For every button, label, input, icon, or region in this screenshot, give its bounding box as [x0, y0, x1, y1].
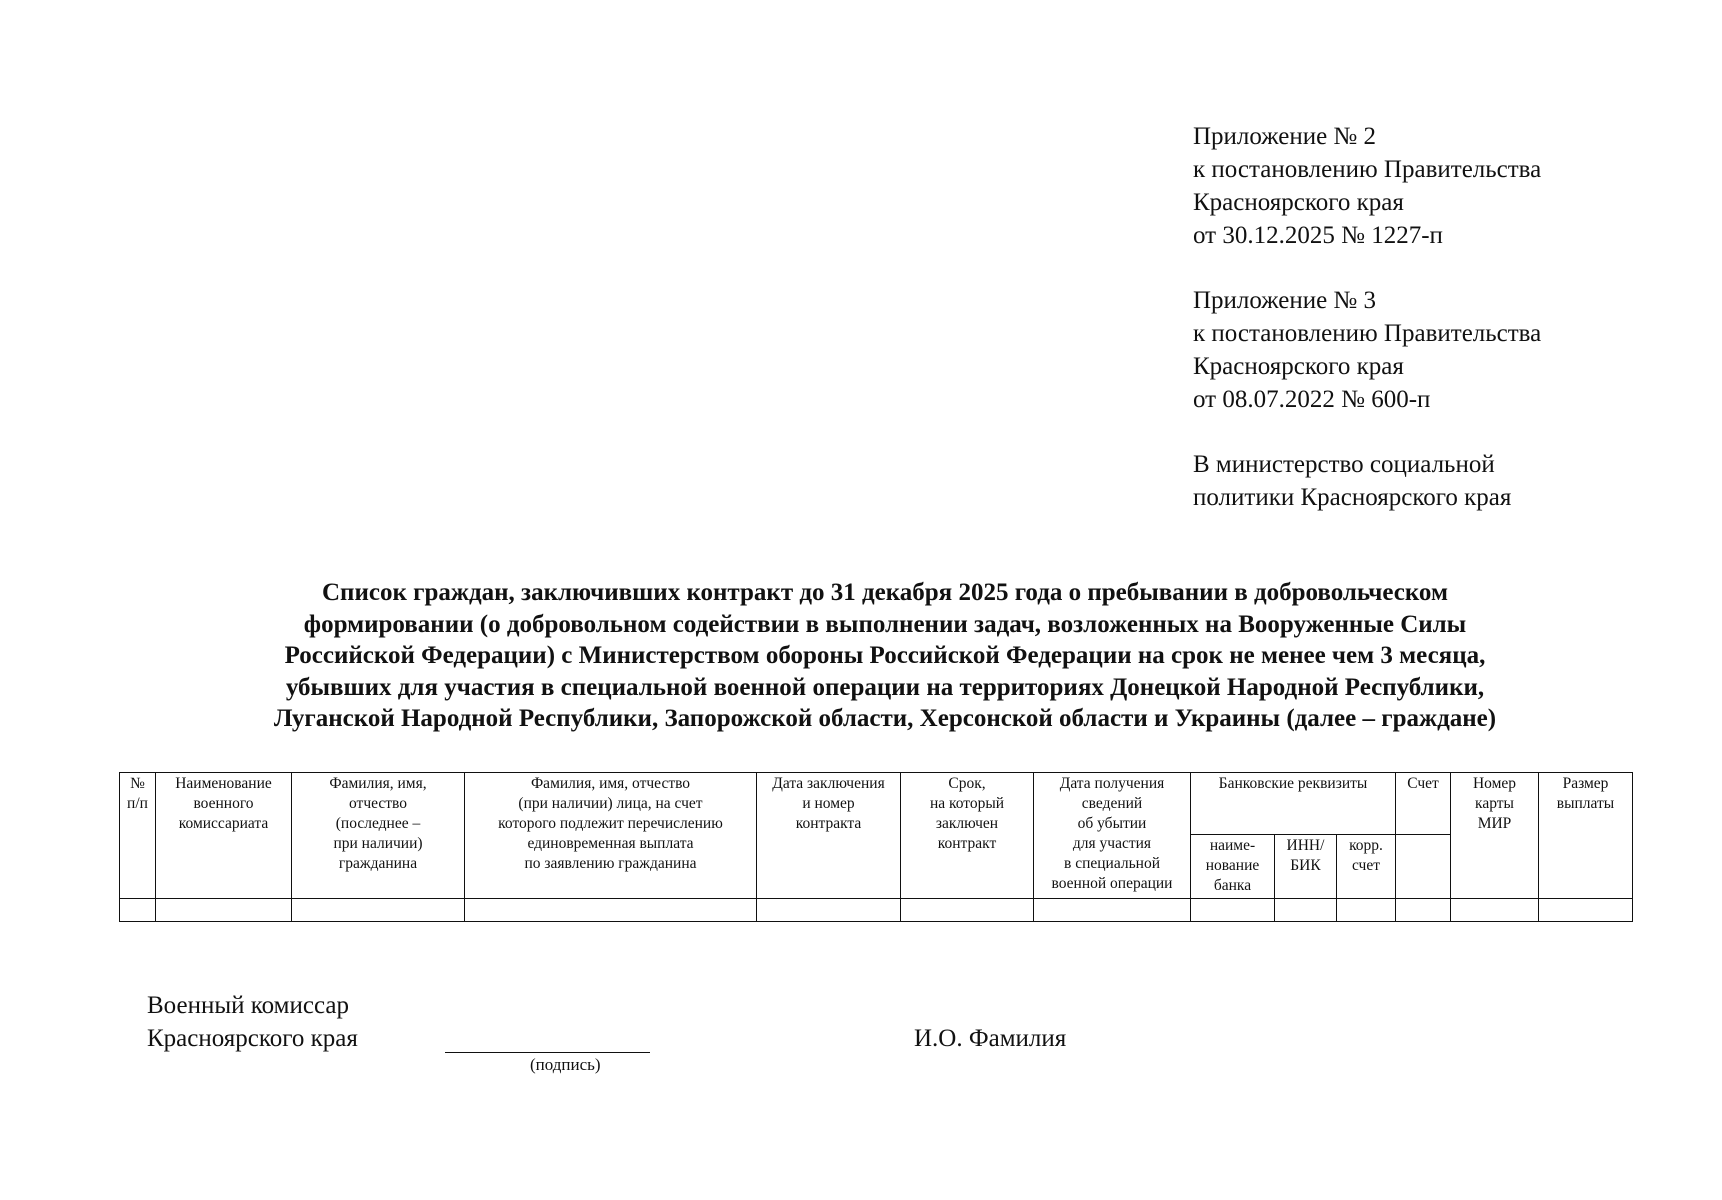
- signatory-title-line-2: Красноярского края: [147, 1025, 358, 1052]
- table-cell[interactable]: [156, 899, 292, 922]
- subheader-inn-bik: ИНН/ БИК: [1275, 835, 1337, 899]
- title-line-4: убывших для участия в специальной военной операции на территориях Донецкой Народной Республики,: [285, 673, 1485, 701]
- table-cell[interactable]: [1539, 899, 1633, 922]
- table-header-row: [120, 773, 1633, 835]
- table-cell[interactable]: [1191, 899, 1275, 922]
- addressee: [1193, 448, 1511, 514]
- addressee-line-2: политики Красноярского края: [1193, 484, 1512, 511]
- annex-3-line-4: от 08.07.2022 № 600-п: [1193, 386, 1431, 413]
- signature-caption: (подпись): [530, 1055, 601, 1074]
- table-cell[interactable]: [1275, 899, 1337, 922]
- annex-2-line-1: Приложение № 2: [1193, 123, 1377, 150]
- addressee-line-1: В министерство социальной: [1193, 451, 1495, 478]
- table-cell[interactable]: [1034, 899, 1191, 922]
- annex-2-header: [1193, 120, 1541, 252]
- document-title: [150, 577, 1620, 735]
- header-mir-card: Номер карты МИР: [1451, 773, 1539, 899]
- header-commissariat: Наименование военного комиссариата: [156, 773, 292, 899]
- annex-2-line-3: Красноярского края: [1193, 189, 1404, 216]
- title-line-5: Луганской Народной Республики, Запорожской области, Херсонской области и Украины (далее – граждане): [273, 705, 1497, 732]
- header-account: Счет: [1396, 773, 1451, 835]
- table-cell[interactable]: [757, 899, 901, 922]
- title-line-2: формировании (о добровольном содействии в выполнении задач, возложенных на Вооруженные Силы: [303, 610, 1467, 638]
- table-row: [120, 899, 1633, 922]
- annex-3-header: [1193, 284, 1541, 416]
- signatory-title-line-1: Военный комиссар: [147, 992, 349, 1019]
- subheader-account-empty: [1396, 835, 1451, 899]
- header-payment: Размер выплаты: [1539, 773, 1633, 899]
- subheader-corr-account: корр. счет: [1337, 835, 1396, 899]
- header-recipient-name: Фамилия, имя, отчество (при наличии) лица, на счет которого подлежит перечислению единовременная выплата по заявлению гражданина: [465, 773, 757, 899]
- subheader-bank-name: наиме- нование банка: [1191, 835, 1275, 899]
- header-departure-date: Дата получения сведений об убытии для участия в специальной военной операции: [1034, 773, 1191, 899]
- annex-3-line-2: к постановлению Правительства: [1193, 320, 1542, 347]
- table-cell[interactable]: [901, 899, 1034, 922]
- table-cell[interactable]: [1396, 899, 1451, 922]
- annex-2-line-4: от 30.12.2025 № 1227-п: [1193, 222, 1443, 249]
- header-contract-date: Дата заключения и номер контракта: [757, 773, 901, 899]
- table-cell[interactable]: [465, 899, 757, 922]
- annex-2-line-2: к постановлению Правительства: [1193, 156, 1542, 183]
- table-cell[interactable]: [120, 899, 156, 922]
- header-bank-details: Банковские реквизиты: [1191, 773, 1396, 835]
- title-line-1: Список граждан, заключивших контракт до 31 декабря 2025 года о пребывании в добровольческом: [322, 579, 1448, 606]
- signatory-title: [147, 989, 358, 1055]
- header-citizen-name: Фамилия, имя, отчество (последнее – при наличии) гражданина: [292, 773, 465, 899]
- annex-3-line-1: Приложение № 3: [1193, 287, 1377, 314]
- header-contract-term: Срок, на который заключен контракт: [901, 773, 1034, 899]
- annex-3-line-3: Красноярского края: [1193, 353, 1404, 380]
- table-cell[interactable]: [1451, 899, 1539, 922]
- citizens-table: [119, 772, 1633, 922]
- signatory-name: И.О. Фамилия: [914, 1025, 1067, 1052]
- title-line-3: Российской Федерации) с Министерством обороны Российской Федерации на срок не менее чем 3 месяца,: [284, 642, 1486, 669]
- table-cell[interactable]: [292, 899, 465, 922]
- header-number: № п/п: [120, 773, 156, 899]
- signature-line[interactable]: [445, 1052, 650, 1053]
- table-cell[interactable]: [1337, 899, 1396, 922]
